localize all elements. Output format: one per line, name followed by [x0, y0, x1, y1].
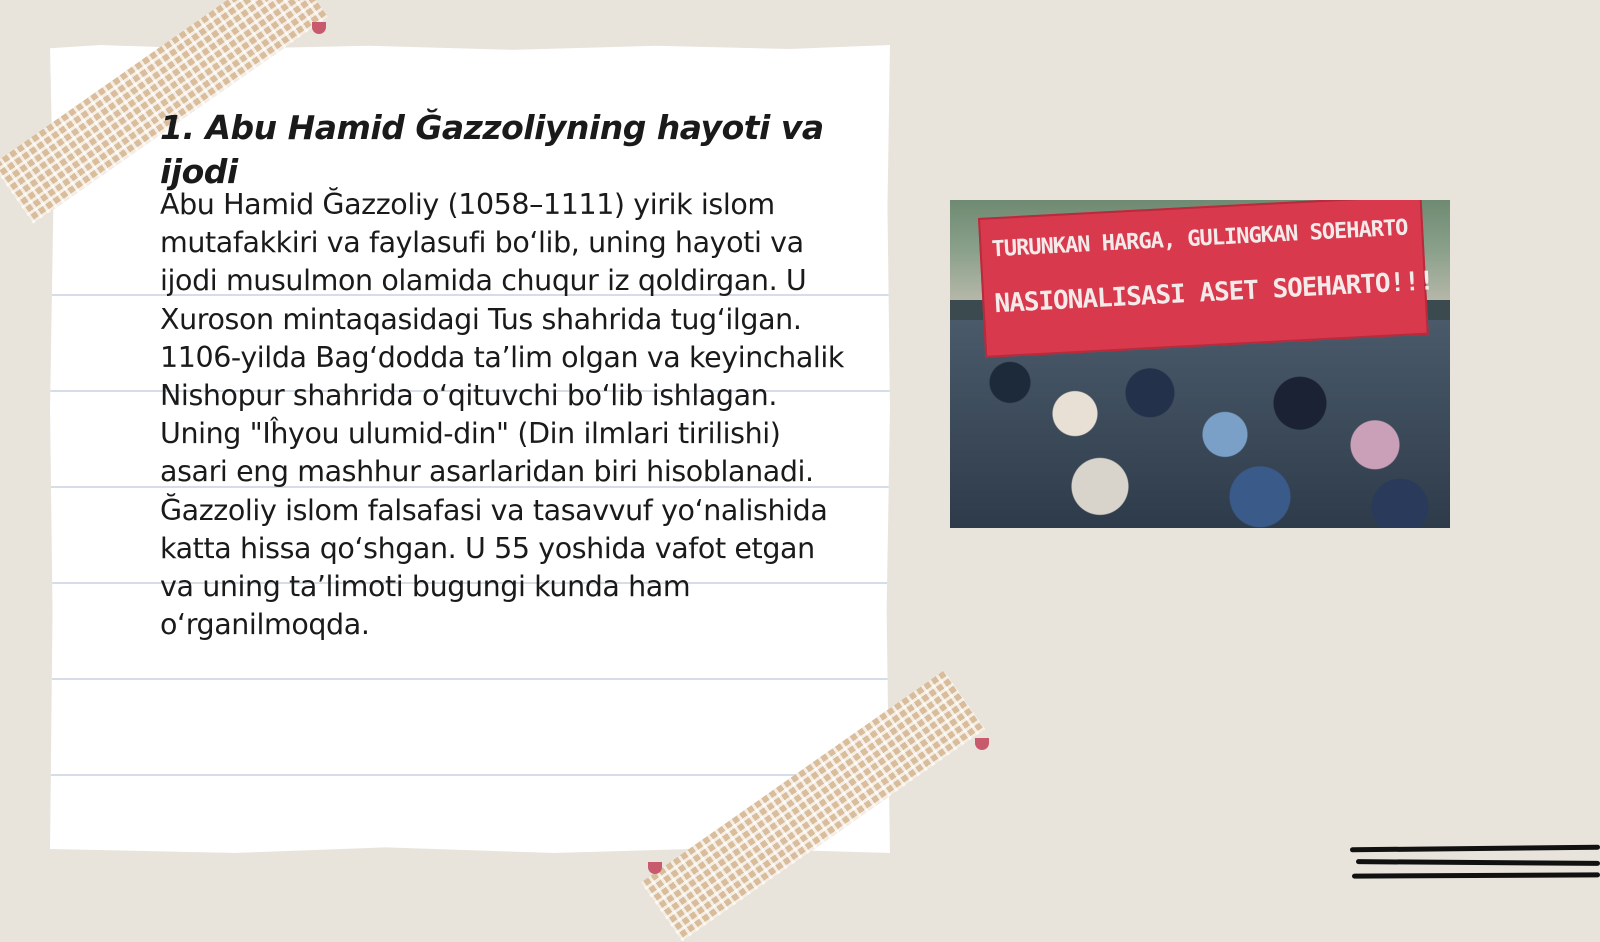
paper-rule-line [50, 678, 890, 680]
protest-banner [978, 200, 1435, 358]
brush-line [1350, 845, 1600, 853]
banner-text-line-2: NASIONALISASI ASET SOEHARTO!!! [993, 266, 1435, 320]
slide-title: 1. Abu Hamid Ğazzoliyning hayoti va ijodi [160, 108, 824, 191]
paper-rule-line [50, 774, 890, 776]
tape-end-bottom-right [975, 738, 989, 750]
protest-photo [950, 200, 1450, 528]
decorative-brush-lines [1350, 846, 1600, 886]
tape-end-top [312, 22, 326, 34]
slide-body-text: Abu Hamid Ğazzoliy (1058–1111) yirik islom mutafakkiri va faylasufi bo‘lib, uning hayoti va ijodi musulmon olamida chuqur iz qoldirgan. U Xuroson mintaqasidagi Tus shahrida tug‘ilgan. 1106-yilda Bag‘dodda ta’lim olgan va keyinchalik Nishopur shahrida o‘qituvchi bo‘lib ishlagan. Uning "Iĥyou ulumid-din" (Din ilmlari tirilishi) asari eng mashhur asarlaridan biri hisoblanadi. Ğazzoliy islom falsafasi va tasavvuf yo‘nalishida katta hissa qo‘shgan. U 55 yoshida vafot etgan va uning ta’limoti bugungi kunda ham o‘rganilmoqda. [160, 188, 845, 642]
brush-line [1356, 859, 1600, 866]
banner-text-line-1: TURUNKAN HARGA, GULINGKAN SOEHARTO [991, 215, 1409, 263]
brush-line [1352, 872, 1600, 878]
